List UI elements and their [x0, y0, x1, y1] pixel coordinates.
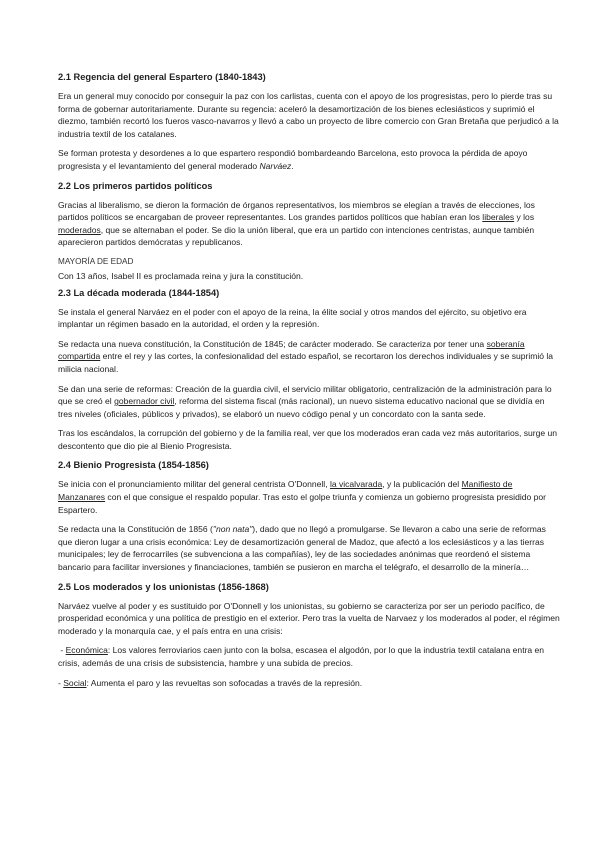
heading-regencia-espartero: 2.1 Regencia del general Espartero (1840-1843): [58, 72, 266, 82]
list-item-crisis-economica: - Económica: Los valores ferroviarios caen junto con la bolsa, escasea el algodón, por lo que la industria textil catalana entra en crisis, además de una crisis de subsistencia, hambre y una subida de precios.: [58, 645, 545, 668]
paragraph-escandalos: Tras los escándalos, la corrupción del gobierno y de la familia real, ver que los moderados eran cada vez más autoritarios, surge un descontento que dio pie al Bienio Progresista.: [58, 428, 557, 451]
paragraph-reformas: Se dan una serie de reformas: Creación de la guardia civil, el servicio militar obligatorio, centralización de la administración para lo que se creó el gobernador civil, reforma del sistema fiscal (más racional), un nuevo sistema educativo nacional que se dividía en tres niveles (oficiales, públicos y privados), se elaboró un nuevo código penal y un concordato con la santa sede.: [58, 383, 552, 419]
heading-bienio-progresista: 2.4 Bienio Progresista (1854-1856): [58, 460, 209, 471]
term-vicalvarada: la vicalvarada: [329, 479, 383, 490]
paragraph-espartero-regencia: Era un general muy conocido por conseguir la paz con los carlistas, cuenta con el apoyo de los progresistas, pero lo pierde tras su forma de gobernar autoritariamente. Durante su regencia: aceleró la desamortización de los bienes eclesiásticos y suprimió el diezmo, también recortó los fueros vasco-navarros y llevó a cabo un proyecto de libre comercio con Gran Bretaña que perjudicó a la industria textil de los catalanes.: [58, 91, 559, 139]
heading-decada-moderada: 2.3 La década moderada (1844-1854): [58, 287, 220, 298]
term-liberales: liberales: [482, 212, 515, 223]
paragraph-pronunciamiento: Se inicia con el pronunciamiento militar del general centrista O'Donnell, la vicalvarada, y la publicación del Manifiesto de Manzanares con el que consigue el respaldo popular. Tras esto el golpe triunfa y comienza un gobierno progresista presidido por Espartero.: [58, 479, 546, 515]
term-moderados: moderados: [58, 224, 101, 235]
narvaez-italic: Narváez: [259, 160, 292, 171]
paragraph-bombardeo-barcelona: Se forman protesta y desordenes a lo que espartero respondió bombardeando Barcelona, esto provoca la pérdida de apoyo progresista y el levantamiento del general moderado Narváez.: [58, 148, 528, 171]
paragraph-odonnell-unionistas: Narváez vuelve al poder y es sustituido por O'Donnell y los unionistas, su gobierno se caracteriza por ser un periodo pacífico, de prosperidad económica y una política de prestigio en el exterior. Pero tras la vuelta de Narvaez y los moderados al poder, el régimen moderado y la monarquía cae, y el país entra en una crisis:: [58, 600, 560, 636]
paragraph-narvaez-poder: Se instala el general Narváez en el poder con el apoyo de la reina, la élite social y otros mandos del ejército, su objetivo era implantar un régimen basado en la autoridad, el orden y la represión.: [58, 306, 527, 330]
term-economica: Económica: [65, 645, 108, 656]
paragraph-constitucion-1856: Se redacta una la Constitución de 1856 ("non nata"), dado que no llegó a promulgarse. Se llevaron a cabo una serie de reformas que dieron lugar a una crisis económica: Ley de desamortización general de Madoz, que afectó a los eclesiásticos y a las tierras municipales; ley de ferrocarriles (se subvenciona a las compañías), ley de las sociedades anónimas que reordenó el sistema bancario para facilitar inversiones y financiaciones, también se pusieron en marcha el telégrafo, el desarrollo de la minería…: [58, 524, 546, 573]
paragraph-isabel-ii: Con 13 años, Isabel II es proclamada reina y jura la constitución.: [58, 270, 304, 281]
term-social: Social: [63, 677, 87, 688]
list-item-crisis-social: - Social: Aumenta el paro y las revueltas son sofocadas a través de la represión.: [58, 677, 363, 688]
paragraph-partidos-politicos: Gracias al liberalismo, se dieron la formación de órganos representativos, los miembros se elegían a través de elecciones, los partidos políticos se encargaban de proveer representantes. Los grandes partidos políticos que habían eran los liberales y los moderados, que se alternaban el poder. Se dio la unión liberal, que era un partido con intenciones centristas, aunque también aparecieron partidos demócratas y republicanos.: [58, 199, 535, 248]
subtitle-mayoria-de-edad: MAYORÍA DE EDAD: [58, 256, 134, 266]
term-gobernador-civil: gobernador civil: [114, 396, 175, 407]
heading-moderados-unionistas: 2.5 Los moderados y los unionistas (1856-1868): [58, 581, 269, 592]
term-manifiesto-manzanares: Manifiesto de Manzanares: [58, 479, 513, 503]
term-soberania-compartida: soberanía compartida: [58, 338, 525, 362]
paragraph-constitucion-1845: Se redacta una nueva constitución, la Constitución de 1845; de carácter moderado. Se caracteriza por tener una soberanía compartida entre el rey y las cortes, la confesionalidad del estado español, se recortaron los derechos individuales y se suprimió la milicia nacional.: [58, 338, 554, 374]
heading-primeros-partidos: 2.2 Los primeros partidos políticos: [58, 180, 213, 191]
non-nata-italic: "non nata": [212, 524, 253, 535]
